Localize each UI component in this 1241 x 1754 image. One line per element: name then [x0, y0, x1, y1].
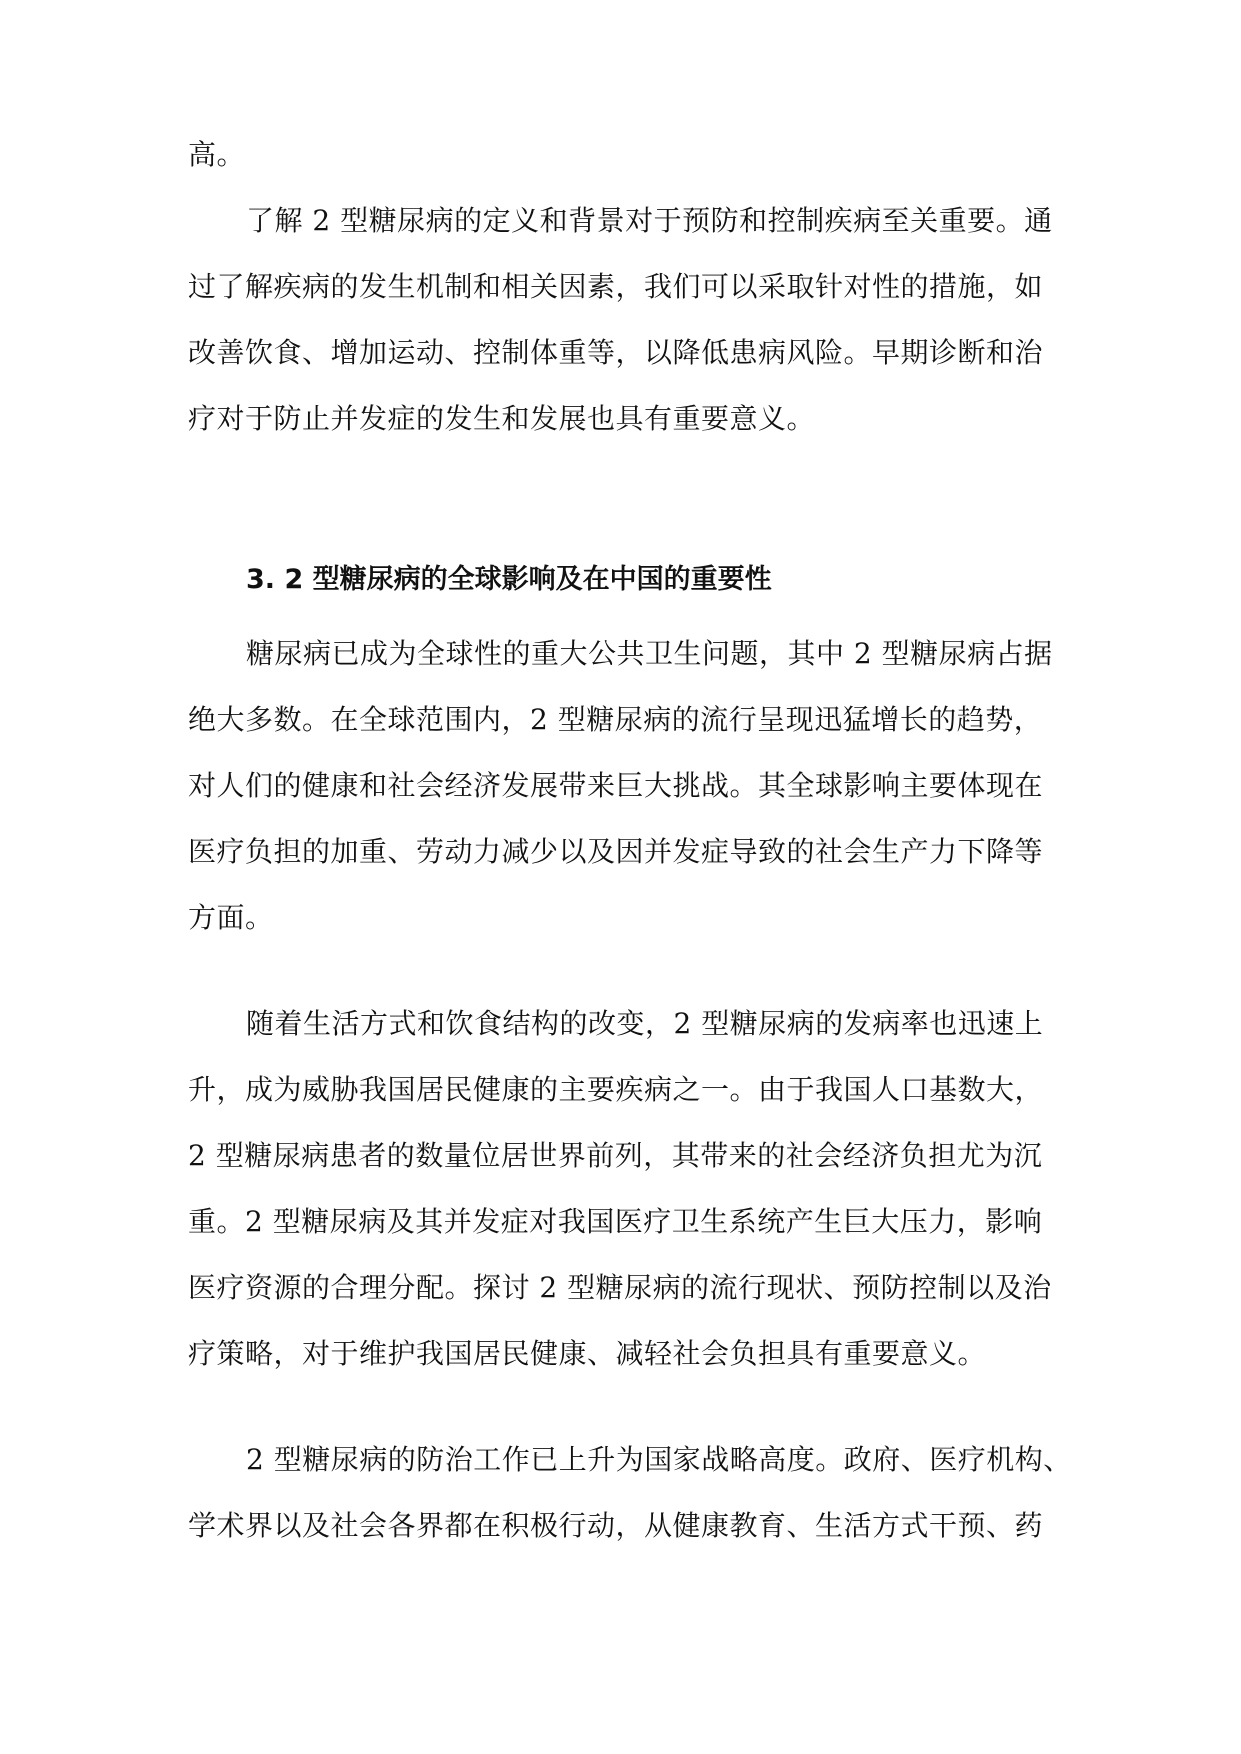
paragraph-line: 疗策略，对于维护我国居民健康、减轻社会负担具有重要意义。 — [188, 1337, 987, 1370]
paragraph-line: 医疗资源的合理分配。探讨 2 型糖尿病的流行现状、预防控制以及治 — [188, 1271, 1052, 1304]
paragraph-line: 改善饮食、增加运动、控制体重等，以降低患病风险。早期诊断和治 — [188, 336, 1044, 369]
paragraph-line: 绝大多数。在全球范围内，2 型糖尿病的流行呈现迅猛增长的趋势， — [188, 703, 1043, 736]
paragraph-line: 学术界以及社会各界都在积极行动，从健康教育、生活方式干预、药 — [188, 1509, 1044, 1542]
paragraph-line: 对人们的健康和社会经济发展带来巨大挑战。其全球影响主要体现在 — [188, 769, 1044, 802]
paragraph-line: 了解 2 型糖尿病的定义和背景对于预防和控制疾病至关重要。通 — [246, 204, 1053, 237]
paragraph-line: 疗对于防止并发症的发生和发展也具有重要意义。 — [188, 402, 816, 435]
section-heading: 3. 2 型糖尿病的全球影响及在中国的重要性 — [246, 564, 772, 595]
paragraph-line: 医疗负担的加重、劳动力减少以及因并发症导致的社会生产力下降等 — [188, 835, 1044, 868]
paragraph-line: 高。 — [188, 138, 246, 171]
paragraph-line: 随着生活方式和饮食结构的改变，2 型糖尿病的发病率也迅速上 — [246, 1007, 1044, 1040]
paragraph-line: 过了解疾病的发生机制和相关因素，我们可以采取针对性的措施，如 — [188, 270, 1044, 303]
paragraph-line: 重。2 型糖尿病及其并发症对我国医疗卫生系统产生巨大压力，影响 — [188, 1205, 1043, 1238]
paragraph-line: 2 型糖尿病的防治工作已上升为国家战略高度。政府、医疗机构、 — [246, 1443, 1072, 1476]
paragraph-line: 糖尿病已成为全球性的重大公共卫生问题，其中 2 型糖尿病占据 — [246, 637, 1053, 670]
paragraph-line: 2 型糖尿病患者的数量位居世界前列，其带来的社会经济负担尤为沉 — [188, 1139, 1043, 1172]
paragraph-line: 升，成为威胁我国居民健康的主要疾病之一。由于我国人口基数大， — [188, 1073, 1044, 1106]
paragraph-line: 方面。 — [188, 901, 274, 934]
